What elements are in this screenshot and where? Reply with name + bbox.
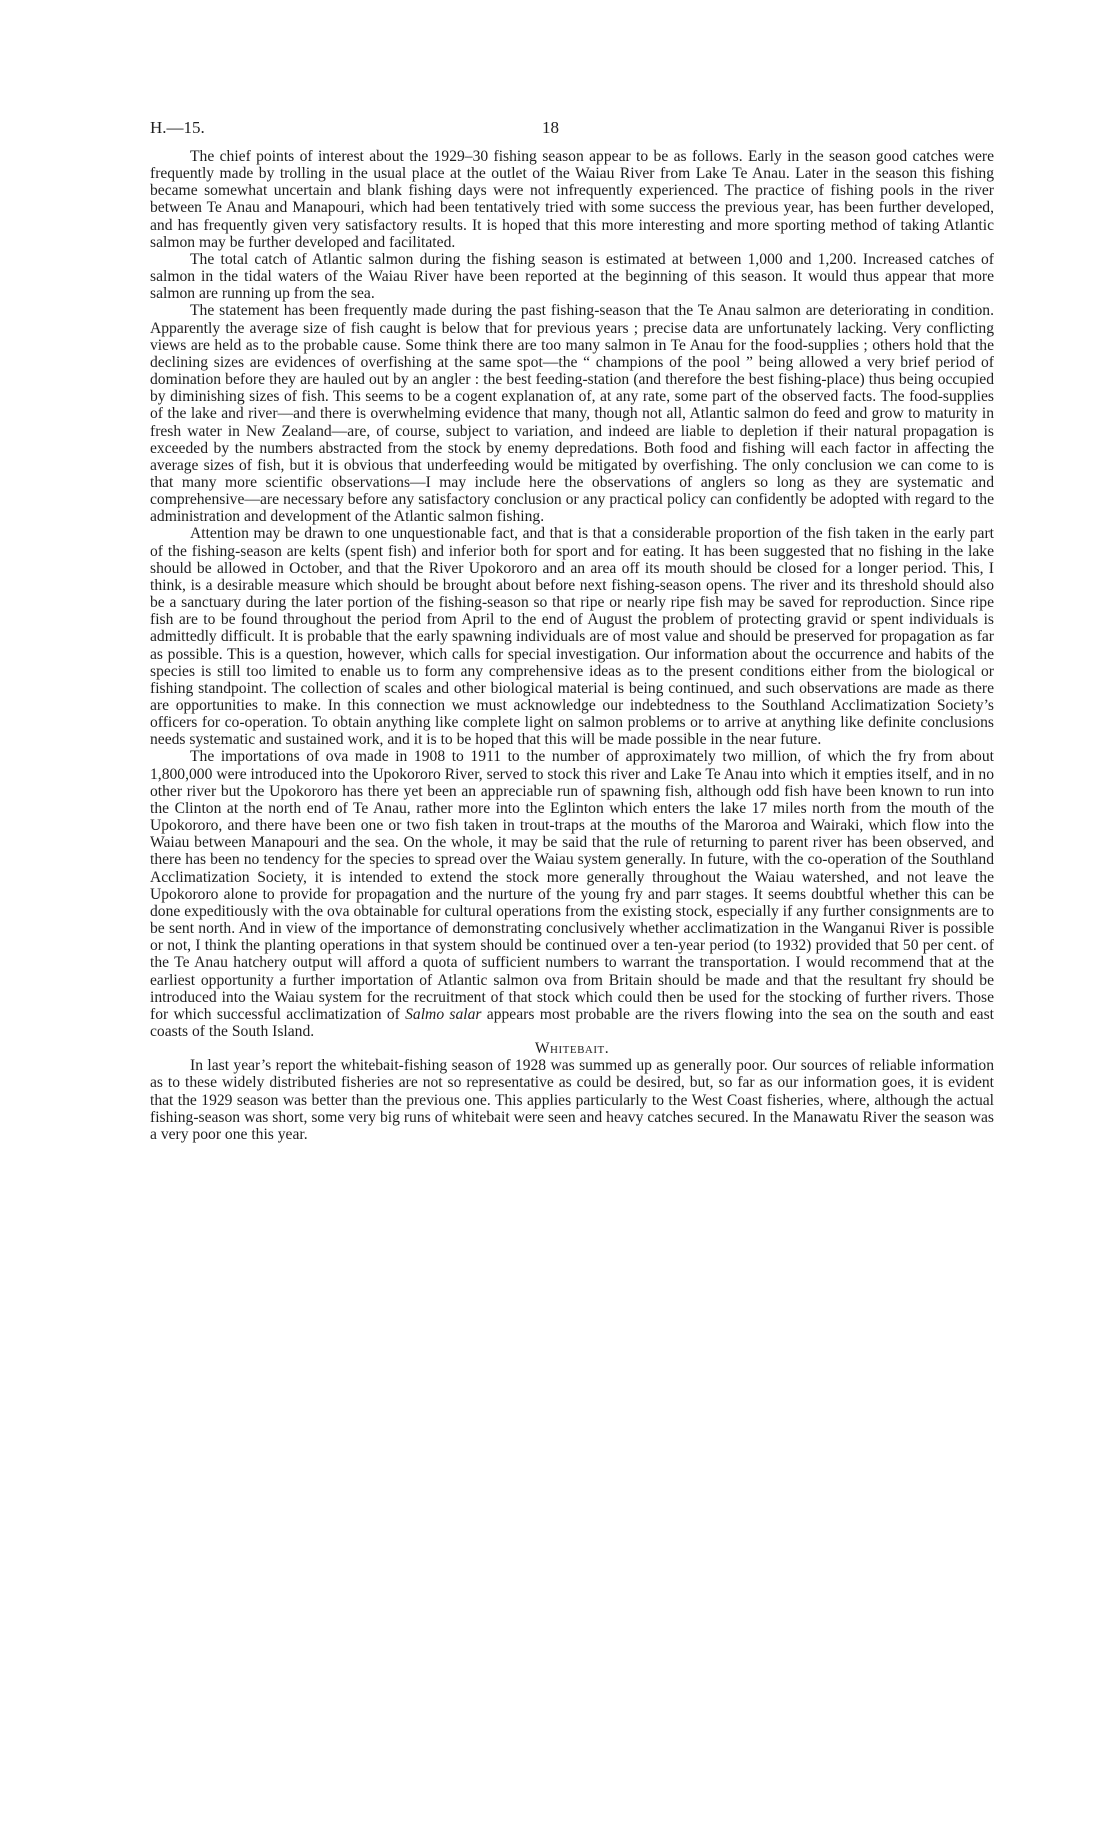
ova-text-part-1: The importations of ova made in 1908 to 1911 to the number of approximately two million, of which the fry from about 1,800,000 were introduced into the Upokororo River, served to stock this river and Lake Te Anau into which it empties itself, and in no other river but the Upokororo has there yet been an appreciable run of spawning fish, although odd fish have been known to run into the Clinton at the north end of Te Anau, rather more into the Eglinton which enters the lake 17 miles north from the mouth of the Upokororo, and there have been one or two fish taken in trout-traps at the mouths of the Maroroa and Wairaki, which flow into the Waiau between Manapouri and the sea. On the whole, it may be said that the rule of returning to parent river has been observed, and there has been no tendency for the species to spread over the Waiau system generally. In future, with the co-operation of the Southland Acclimatization Society, it is intended to extend the stock more generally throughout the Waiau watershed, and not leave the Upokororo alone to provide for propagation and the nurture of the young fry and parr stages. It seems doubtful whether this can be done expeditiously with the ova obtainable for cultural operations from the existing stock, especially if any further consignments are to be sent north. And in view of the importance of demonstrating conclusively whether acclimatization in the Wanganui River is possible or not, I think the planting operations in that system should be continued over a ten-year period (to 1932) provided that 50 per cent. of the Te Anau hatchery output will afford a quota of sufficient numbers to warrant the transportation. I would recommend that at the earliest opportunity a further importation of Atlantic salmon ova from Britain should be made and that the resultant fry should be introduced into the Waiau system for the recruitment of that stock which could then be used for the stocking of further rivers. Those for which successful acclimatization of bbox=[150, 748, 994, 1023]
body-text bbox=[150, 148, 994, 1143]
document-page bbox=[150, 118, 994, 1143]
paragraph-total-catch: The total catch of Atlantic salmon during the fishing season is estimated at between 1,000 and 1,200. Increased catches of salmon in the tidal waters of the Waiau River have been reported at the beginning of this season. It would thus appear that more salmon are running up from the sea. bbox=[150, 250, 994, 303]
species-name: Salmo salar bbox=[405, 1005, 482, 1023]
section-heading-whitebait: Whitebait. bbox=[534, 1040, 610, 1058]
page-header bbox=[150, 118, 994, 148]
ova-text-part-2: appears most probable are the rivers flowing into the sea on the south and east coasts of the South Island. bbox=[150, 1005, 995, 1040]
paragraph-kelts: Attention may be drawn to one unquestionable fact, and that is that a considerable proportion of the fish taken in the early part of the fishing-season are kelts (spent fish) and inferior both for sport and for eating. It has been suggested that no fishing in the lake should be allowed in October, and that the River Upokororo and an area off its mouth should be closed for a longer period. This, I think, is a desirable measure which should be brought about before next fishing-season opens. The river and its threshold should also be a sanctuary during the later portion of the fishing-season so that ripe or nearly ripe fish may be saved for reproduction. Since ripe fish are to be found throughout the period from April to the end of August the problem of protecting gravid or spent individuals is admittedly difficult. It is probable that the early spawning individuals are of most value and should be preserved for propagation as far as possible. This is a question, however, which calls for special investigation. Our information about the occurrence and habits of the species is still too limited to enable us to form any comprehensive ideas as to the present conditions either from the biological or fishing standpoint. The collection of scales and other biological material is being continued, and such observations are made as there are opportunities to make. In this connection we must acknowledge our indebtedness to the Southland Acclimatization Society’s officers for co-operation. To obtain anything like complete light on salmon problems or to arrive at anything like definite conclusions needs systematic and sustained work, and it is to be hoped that this will be made possible in the near future. bbox=[150, 525, 994, 749]
paragraph-fishing-season: The chief points of interest about the 1929–30 fishing season appear to be as follows. Early in the season good catches were frequently made by trolling in the usual place at the outlet of the Waiau River from Lake Te Anau. Later in the season this fishing became somewhat uncertain and blank fishing days were not infrequently experienced. The practice of fishing pools in the river between Te Anau and Manapouri, which had been tentatively tried with some success the previous year, has been further developed, and has frequently given very satisfactory results. It is hoped that this more interesting and more sporting method of taking Atlantic salmon may be further developed and facilitated. bbox=[150, 148, 994, 251]
page-number: 18 bbox=[542, 118, 559, 137]
paragraph-ova-importation bbox=[150, 748, 994, 1040]
paragraph-whitebait: In last year’s report the whitebait-fishing season of 1928 was summed up as generally poor. Our sources of reliable information as to these widely distributed fisheries are not so representative as could be desired, but, so far as our information goes, it is evident that the 1929 season was better than the previous one. This applies particularly to the West Coast fisheries, where, although the actual fishing-season was short, some very big runs of whitebait were seen and heavy catches secured. In the Manawatu River the season was a very poor one this year. bbox=[150, 1057, 994, 1143]
report-reference: H.—15. bbox=[150, 118, 205, 137]
paragraph-condition: The statement has been frequently made during the past fishing-season that the Te Anau salmon are deteriorating in condition. Apparently the average size of fish caught is below that for previous years ; precise data are unfortunately lacking. Very conflicting views are held as to the probable cause. Some think there are too many salmon in Te Anau for the food-supplies ; others hold that the declining sizes are evidences of overfishing at the same spot—the “ champions of the pool ” being allowed a very brief period of domination before they are hauled out by an angler : the best feeding-station (and therefore the best fishing-place) thus being occupied by diminishing sizes of fish. This seems to be a cogent explanation of, at any rate, some part of the observed facts. The food-supplies of the lake and river—and there is overwhelming evidence that many, though not all, Atlantic salmon do feed and grow to maturity in fresh water in New Zealand—are, of course, subject to variation, and indeed are liable to depletion if their natural propagation is exceeded by the numbers abstracted from the stock by enemy depredations. Both food and fishing will each factor in affecting the average sizes of fish, but it is obvious that underfeeding would be mitigated by overfishing. The only conclusion we can come to is that many more scientific observations—I may include here the observations of anglers so long as they are systematic and comprehensive—are necessary before any satisfactory conclusion or any practical policy can confidently be adopted with regard to the administration and development of the Atlantic salmon fishing. bbox=[150, 302, 994, 526]
